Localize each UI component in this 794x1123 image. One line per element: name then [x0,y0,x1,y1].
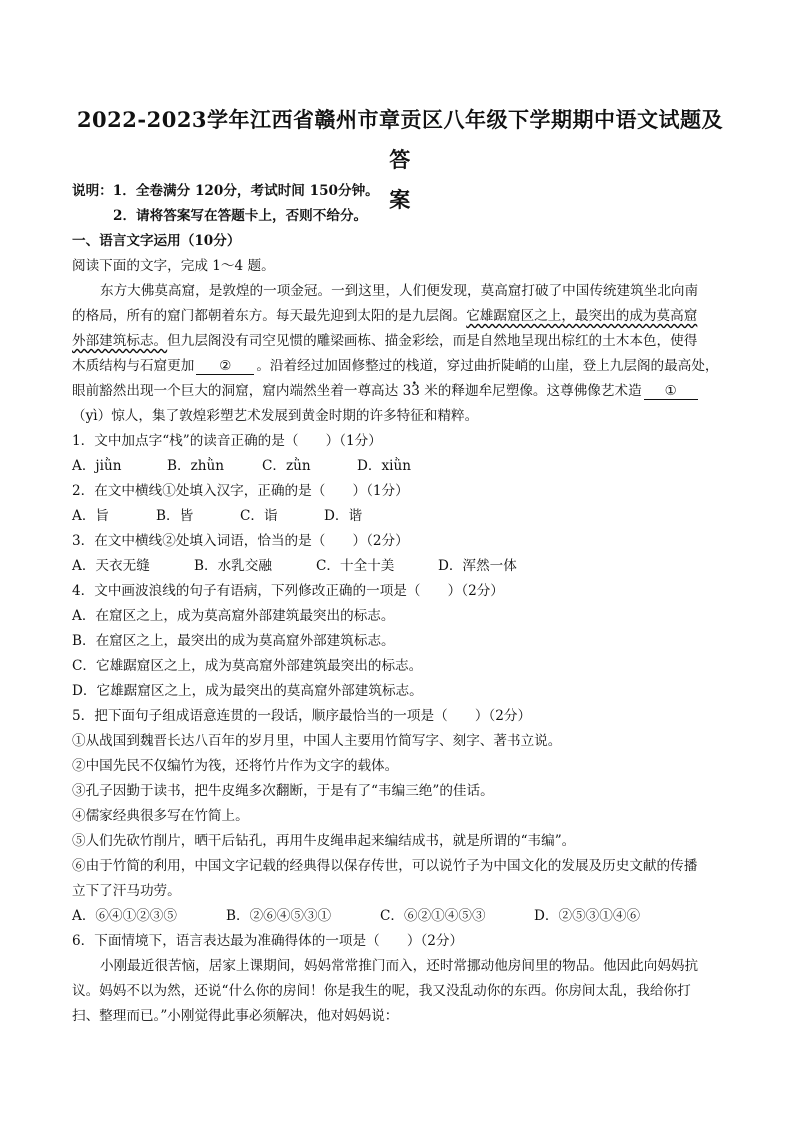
section-heading-1: 一、语言文字运用（10分） [72,233,241,249]
question-6-stem: 6．下面情境下，语言表达最为准确得体的一项是（ ）（2分） [72,933,464,949]
passage-text: 木质结构与石窟更加 [72,358,195,374]
instructions-line-1 [72,181,732,201]
question-5-sentence-6-cont: 立下了汗马功劳。 [72,883,181,899]
blank-2: ② [196,358,254,375]
question-6-para-line-2: 议。妈妈不以为然，还说“什么你的房间！你是我生的呢，我又没乱动你的东西。你房间太乱，我给你打 [72,983,691,999]
question-3-options [72,556,732,576]
question-5-sentence-4: ④儒家经典很多写在竹简上。 [72,808,249,824]
blank-1: ① [644,383,698,400]
question-5-options [72,906,732,926]
option-b: B．皆 [156,508,194,524]
passage-line-6: （yì）惊人，集了敦煌彩塑艺术发展到黄金时期的许多特征和精粹。 [72,408,479,424]
passage-text: 但九层阁没有司空见惯的雕梁画栋、描金彩绘，而是自然地呈现出棕红的土木本色，使得 [167,333,698,349]
reading-intro: 阅读下面的文字，完成 1～4 题。 [72,258,275,274]
wavy-sentence-part-2: 外部建筑标志。 [72,333,168,349]
title-line-2: 案 [389,187,411,212]
option-a: A．天衣无缝 [72,558,150,574]
question-5-sentence-3: ③孔子因勤于读书，把牛皮绳多次翻断，于是有了“韦编三绝”的佳话。 [72,783,494,799]
passage-text: 的格局，所有的窟门都朝着东方。每天最先迎到太阳的是九层阁。 [72,308,467,324]
question-1-options [72,456,732,476]
question-5-stem: 5．把下面句子组成语意连贯的一段话，顺序最恰当的一项是（ ）（2分） [72,708,532,724]
option-c: C．十全十美 [316,558,395,574]
option-c: C．诣 [240,508,278,524]
option-a: A．jiǜn [72,458,122,474]
passage-text: 眼前豁然出现一个巨大的洞窟，窟内端然坐着一尊高达 33 米的释迦牟尼塑像。这尊佛像艺术造 [72,383,642,399]
question-5-sentence-2: ②中国先民不仅编竹为筏，还将竹片作为文字的载体。 [72,758,399,774]
passage-line-2 [72,306,732,326]
question-3-stem: 3．在文中横线②处填入词语，恰当的是（ ）（2分） [72,533,409,549]
question-2-options [72,506,732,526]
document-title [70,100,730,220]
instructions-label: 说明： [72,183,113,199]
option-d: D．浑然一体 [438,558,517,574]
passage-line-5 [72,381,732,401]
option-c: C．⑥②①④⑤③ [380,908,486,924]
option-d: D．谐 [324,508,363,524]
option-b: B．水乳交融 [194,558,272,574]
passage-line-3 [72,331,732,351]
option-d: D．xiǜn [357,458,412,474]
option-a: A．⑥④①②③⑤ [72,908,177,924]
dotted-character: 栈 [405,358,420,374]
option-d: D．②⑤③①④⑥ [534,908,641,924]
instruction-2: 2．请将答案写在答题卡上，否则不给分。 [113,208,368,224]
passage-text: 。沿着经过加固修整过的 [256,358,406,374]
passage-text: 道，穿过曲折陡峭的山崖，登上九层阁的最高处， [419,358,719,374]
option-b: B．②⑥④⑤③① [226,908,332,924]
option-a: A．旨 [72,508,110,524]
option-b: B．zhǜn [167,458,225,474]
question-4-option-c: C．它雄踞窟区之上，成为莫高窟外部建筑最突出的标志。 [72,658,423,674]
question-4-option-b: B．在窟区之上，最突出的成为莫高窟外部建筑标志。 [72,633,395,649]
passage-line-4 [72,356,732,376]
question-4-option-d: D．它雄踞窟区之上，成为最突出的莫高窟外部建筑标志。 [72,683,423,699]
option-c: C．zǜn [262,458,311,474]
question-4-stem: 4．文中画波浪线的句子有语病，下列修改正确的一项是（ ）（2分） [72,583,504,599]
wavy-sentence-part-1: 它雄踞窟区之上，最突出的成为莫高窟 [466,308,698,324]
question-6-para-line-3: 扫、整理而已。”小刚觉得此事必须解决，他对妈妈说： [72,1008,399,1024]
question-2-stem: 2．在文中横线①处填入汉字，正确的是（ ）（1分） [72,483,409,499]
question-6-para-line-1: 小刚最近很苦恼，居家上课期间，妈妈常常推门而入，还时常挪动他房间里的物品。他因此向妈妈抗 [100,958,699,974]
passage-line-1: 东方大佛莫高窟，是敦煌的一项金冠。一到这里，人们便发现，莫高窟打破了中国传统建筑坐北向南 [100,283,699,299]
instruction-1: 1．全卷满分 120分，考试时间 150分钟。 [112,183,379,199]
question-5-sentence-6: ⑥由于竹简的利用，中国文字记载的经典得以保存传世，可以说竹子为中国文化的发展及历史文献的传播 [72,858,698,874]
question-5-sentence-1: ①从战国到魏晋长达八百年的岁月里，中国人主要用竹简写字、刻字、著书立说。 [72,733,562,749]
question-4-option-a: A．在窟区之上，成为莫高窟外部建筑最突出的标志。 [72,608,395,624]
question-1-stem: 1．文中加点字“栈”的读音正确的是（ ）（1分） [72,433,382,449]
title-line-1: 2022-2023学年江西省赣州市章贡区八年级下学期期中语文试题及答 [76,107,724,172]
question-5-sentence-5: ⑤人们先砍竹削片，晒干后钻孔，再用牛皮绳串起来编结成书，就是所谓的“韦编”。 [72,833,576,849]
